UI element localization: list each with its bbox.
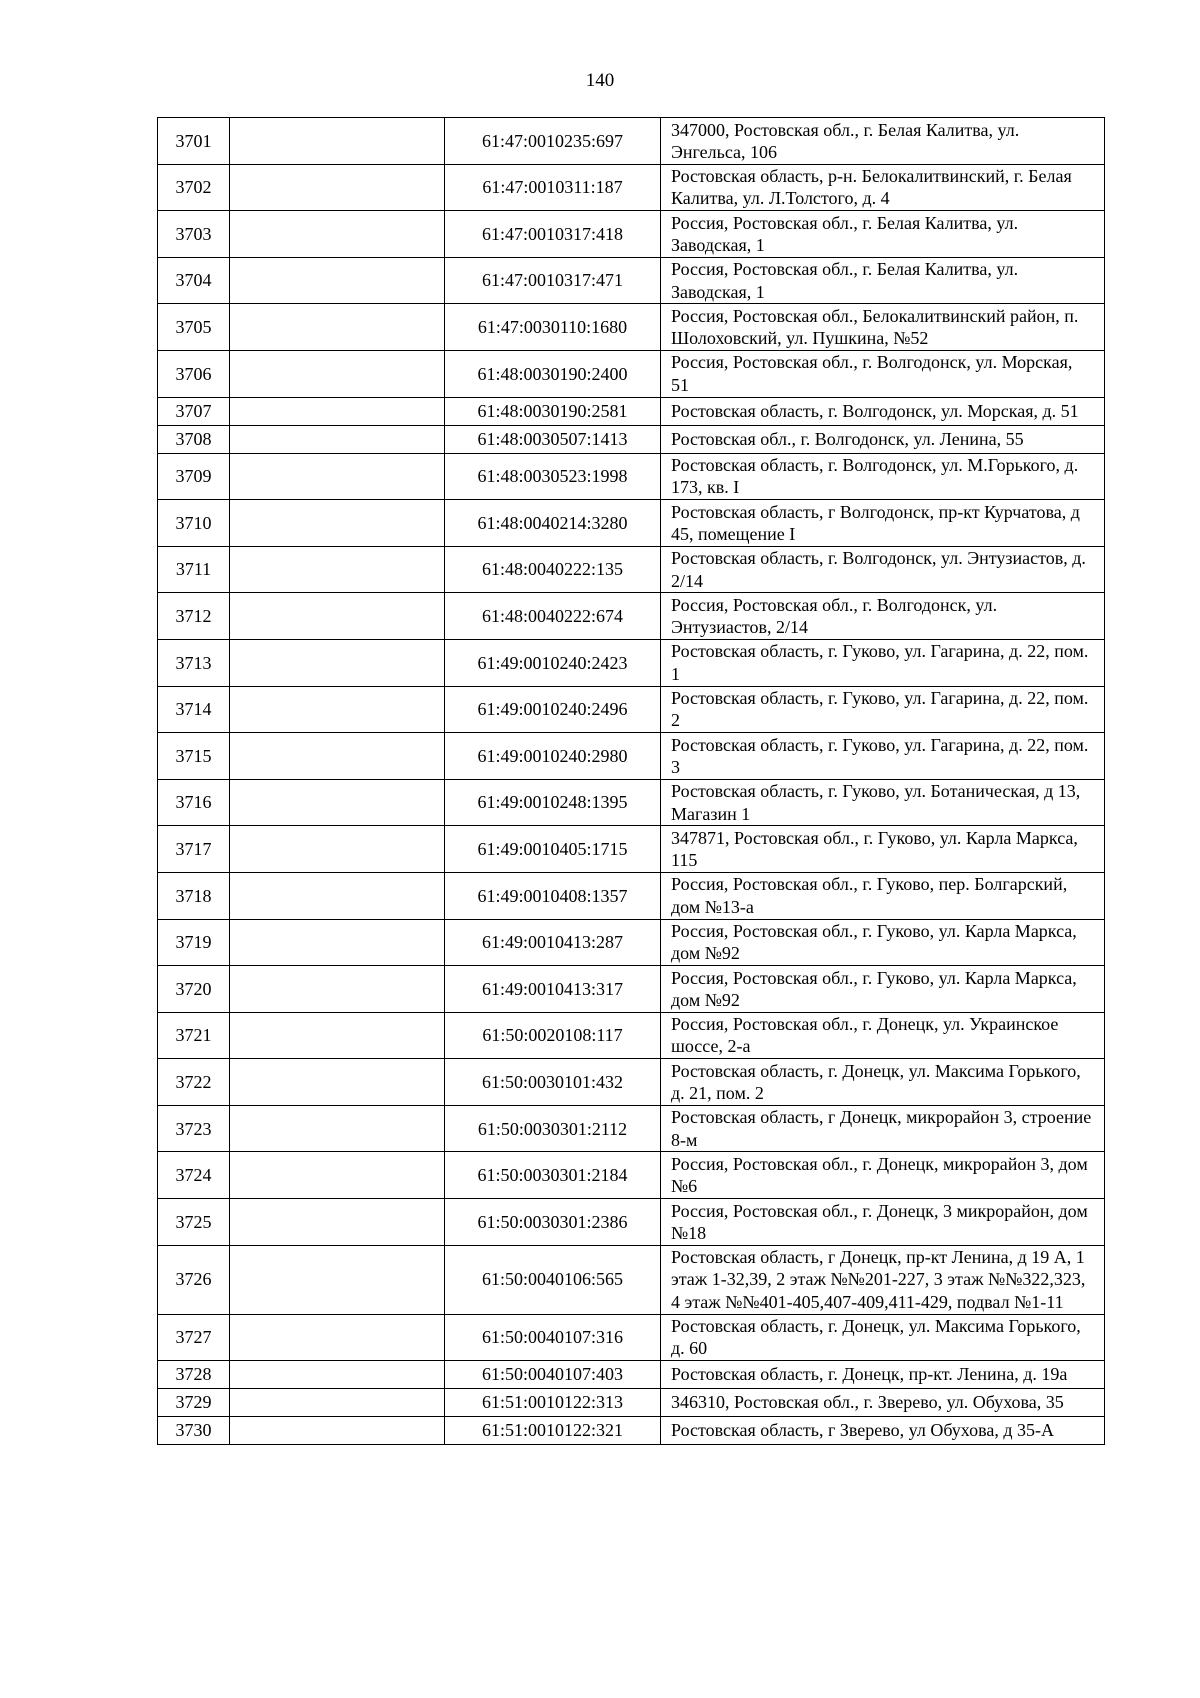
table-row [158,593,1105,640]
address-cell: Ростовская область, г Зверево, ул Обухова, д 35-А [661,1417,1105,1445]
cadastral-number-cell: 61:50:0030301:2386 [445,1199,661,1246]
empty-cell [230,1059,445,1106]
address-cell: Ростовская область, г. Волгодонск, ул. Морская, д. 51 [661,397,1105,425]
cadastral-number-cell: 61:49:0010413:317 [445,966,661,1013]
row-number-cell: 3712 [158,593,230,640]
table-row [158,500,1105,547]
table-row [158,118,1105,165]
table-row [158,779,1105,826]
empty-cell [230,546,445,593]
row-number-cell: 3715 [158,733,230,780]
empty-cell [230,966,445,1013]
table-row [158,211,1105,258]
empty-cell [230,1152,445,1199]
cadastral-number-cell: 61:50:0030101:432 [445,1059,661,1106]
address-cell: Ростовская область, г. Гуково, ул. Гагарина, д. 22, пом. 3 [661,733,1105,780]
empty-cell [230,639,445,686]
table-row [158,686,1105,733]
address-cell: Россия, Ростовская обл., г. Донецк, 3 микрорайон, дом №18 [661,1199,1105,1246]
table-row [158,639,1105,686]
cadastral-number-cell: 61:50:0030301:2184 [445,1152,661,1199]
empty-cell [230,779,445,826]
empty-cell [230,118,445,165]
address-cell: 346310, Ростовская обл., г. Зверево, ул. Обухова, 35 [661,1389,1105,1417]
empty-cell [230,1389,445,1417]
address-cell: 347871, Ростовская обл., г. Гуково, ул. Карла Маркса, 115 [661,826,1105,873]
empty-cell [230,1199,445,1246]
cadastral-number-cell: 61:50:0040107:316 [445,1314,661,1361]
row-number-cell: 3719 [158,919,230,966]
row-number-cell: 3705 [158,304,230,351]
empty-cell [230,1012,445,1059]
table-row [158,453,1105,500]
cadastral-number-cell: 61:49:0010240:2980 [445,733,661,780]
table-row [158,919,1105,966]
row-number-cell: 3724 [158,1152,230,1199]
cadastral-number-cell: 61:49:0010248:1395 [445,779,661,826]
empty-cell [230,1245,445,1314]
row-number-cell: 3702 [158,164,230,211]
table-row [158,826,1105,873]
registry-table-body [158,118,1105,1445]
table-row [158,257,1105,304]
empty-cell [230,733,445,780]
address-cell: Ростовская область, г. Донецк, пр-кт. Ленина, д. 19а [661,1361,1105,1389]
table-row [158,1314,1105,1361]
address-cell: Россия, Ростовская обл., г. Белая Калитва, ул. Заводская, 1 [661,211,1105,258]
empty-cell [230,593,445,640]
cadastral-number-cell: 61:47:0010311:187 [445,164,661,211]
empty-cell [230,1417,445,1445]
address-cell: Россия, Ростовская обл., г. Донецк, ул. Украинское шоссе, 2-а [661,1012,1105,1059]
table-row [158,164,1105,211]
address-cell: Ростовская область, г Волгодонск, пр-кт Курчатова, д 45, помещение I [661,500,1105,547]
table-row [158,1105,1105,1152]
cadastral-number-cell: 61:49:0010240:2496 [445,686,661,733]
address-cell: Ростовская область, г. Гуково, ул. Гагарина, д. 22, пом. 1 [661,639,1105,686]
cadastral-number-cell: 61:47:0010235:697 [445,118,661,165]
address-cell: Ростовская область, г. Гуково, ул. Ботаническая, д 13, Магазин 1 [661,779,1105,826]
cadastral-number-cell: 61:50:0020108:117 [445,1012,661,1059]
row-number-cell: 3726 [158,1245,230,1314]
cadastral-number-cell: 61:49:0010240:2423 [445,639,661,686]
row-number-cell: 3728 [158,1361,230,1389]
empty-cell [230,500,445,547]
empty-cell [230,1105,445,1152]
cadastral-number-cell: 61:47:0010317:418 [445,211,661,258]
address-cell: Россия, Ростовская обл., г. Гуково, ул. Карла Маркса, дом №92 [661,966,1105,1013]
row-number-cell: 3709 [158,453,230,500]
address-cell: Ростовская область, г. Донецк, ул. Максима Горького, д. 21, пом. 2 [661,1059,1105,1106]
table-row [158,1012,1105,1059]
row-number-cell: 3718 [158,872,230,919]
table-row [158,733,1105,780]
table-row [158,1199,1105,1246]
row-number-cell: 3704 [158,257,230,304]
table-row [158,304,1105,351]
empty-cell [230,919,445,966]
address-cell: Россия, Ростовская обл., г. Гуково, ул. Карла Маркса, дом №92 [661,919,1105,966]
table-row [158,1152,1105,1199]
table-row [158,1059,1105,1106]
cadastral-number-cell: 61:48:0040222:135 [445,546,661,593]
row-number-cell: 3716 [158,779,230,826]
table-row [158,546,1105,593]
row-number-cell: 3717 [158,826,230,873]
address-cell: Россия, Ростовская обл., г. Донецк, микрорайон 3, дом №6 [661,1152,1105,1199]
cadastral-number-cell: 61:49:0010408:1357 [445,872,661,919]
cadastral-number-cell: 61:50:0040107:403 [445,1361,661,1389]
table-row [158,1361,1105,1389]
table-row [158,1389,1105,1417]
row-number-cell: 3722 [158,1059,230,1106]
registry-table [157,117,1105,1445]
empty-cell [230,1361,445,1389]
row-number-cell: 3730 [158,1417,230,1445]
empty-cell [230,872,445,919]
row-number-cell: 3711 [158,546,230,593]
row-number-cell: 3714 [158,686,230,733]
address-cell: Россия, Ростовская обл., г. Белая Калитва, ул. Заводская, 1 [661,257,1105,304]
cadastral-number-cell: 61:47:0010317:471 [445,257,661,304]
address-cell: Россия, Ростовская обл., г. Волгодонск, ул. Морская, 51 [661,350,1105,397]
row-number-cell: 3710 [158,500,230,547]
table-row [158,966,1105,1013]
cadastral-number-cell: 61:49:0010405:1715 [445,826,661,873]
empty-cell [230,304,445,351]
empty-cell [230,257,445,304]
empty-cell [230,425,445,453]
empty-cell [230,1314,445,1361]
cadastral-number-cell: 61:48:0030523:1998 [445,453,661,500]
cadastral-number-cell: 61:48:0040214:3280 [445,500,661,547]
row-number-cell: 3727 [158,1314,230,1361]
row-number-cell: 3725 [158,1199,230,1246]
address-cell: Ростовская область, г Донецк, микрорайон 3, строение 8-м [661,1105,1105,1152]
cadastral-number-cell: 61:51:0010122:321 [445,1417,661,1445]
table-row [158,1417,1105,1445]
address-cell: Россия, Ростовская обл., г. Волгодонск, ул. Энтузиастов, 2/14 [661,593,1105,640]
cadastral-number-cell: 61:48:0030190:2400 [445,350,661,397]
cadastral-number-cell: 61:49:0010413:287 [445,919,661,966]
cadastral-number-cell: 61:50:0040106:565 [445,1245,661,1314]
cadastral-number-cell: 61:47:0030110:1680 [445,304,661,351]
table-row [158,872,1105,919]
row-number-cell: 3706 [158,350,230,397]
empty-cell [230,453,445,500]
empty-cell [230,686,445,733]
row-number-cell: 3713 [158,639,230,686]
address-cell: Россия, Ростовская обл., г. Гуково, пер. Болгарский, дом №13-а [661,872,1105,919]
table-row [158,397,1105,425]
empty-cell [230,211,445,258]
cadastral-number-cell: 61:51:0010122:313 [445,1389,661,1417]
cadastral-number-cell: 61:50:0030301:2112 [445,1105,661,1152]
address-cell: Ростовская область, г Донецк, пр-кт Ленина, д 19 А, 1 этаж 1-32,39, 2 этаж №№201-227, 3 этаж №№322,323, 4 этаж №№401-405,407-409,411-429, подвал №1-11 [661,1245,1105,1314]
row-number-cell: 3723 [158,1105,230,1152]
row-number-cell: 3708 [158,425,230,453]
page-number: 140 [585,70,615,91]
table-row [158,350,1105,397]
table-row [158,425,1105,453]
address-cell: Ростовская область, г. Волгодонск, ул. Энтузиастов, д. 2/14 [661,546,1105,593]
cadastral-number-cell: 61:48:0040222:674 [445,593,661,640]
empty-cell [230,397,445,425]
row-number-cell: 3701 [158,118,230,165]
cadastral-number-cell: 61:48:0030190:2581 [445,397,661,425]
row-number-cell: 3729 [158,1389,230,1417]
address-cell: Ростовская область, г. Волгодонск, ул. М.Горького, д. 173, кв. I [661,453,1105,500]
address-cell: Ростовская область, г. Донецк, ул. Максима Горького, д. 60 [661,1314,1105,1361]
cadastral-number-cell: 61:48:0030507:1413 [445,425,661,453]
row-number-cell: 3721 [158,1012,230,1059]
address-cell: Ростовская область, р-н. Белокалитвинский, г. Белая Калитва, ул. Л.Толстого, д. 4 [661,164,1105,211]
address-cell: 347000, Ростовская обл., г. Белая Калитва, ул. Энгельса, 106 [661,118,1105,165]
address-cell: Ростовская обл., г. Волгодонск, ул. Ленина, 55 [661,425,1105,453]
row-number-cell: 3703 [158,211,230,258]
row-number-cell: 3707 [158,397,230,425]
address-cell: Россия, Ростовская обл., Белокалитвинский район, п. Шолоховский, ул. Пушкина, №52 [661,304,1105,351]
address-cell: Ростовская область, г. Гуково, ул. Гагарина, д. 22, пом. 2 [661,686,1105,733]
empty-cell [230,826,445,873]
empty-cell [230,350,445,397]
row-number-cell: 3720 [158,966,230,1013]
table-row [158,1245,1105,1314]
empty-cell [230,164,445,211]
